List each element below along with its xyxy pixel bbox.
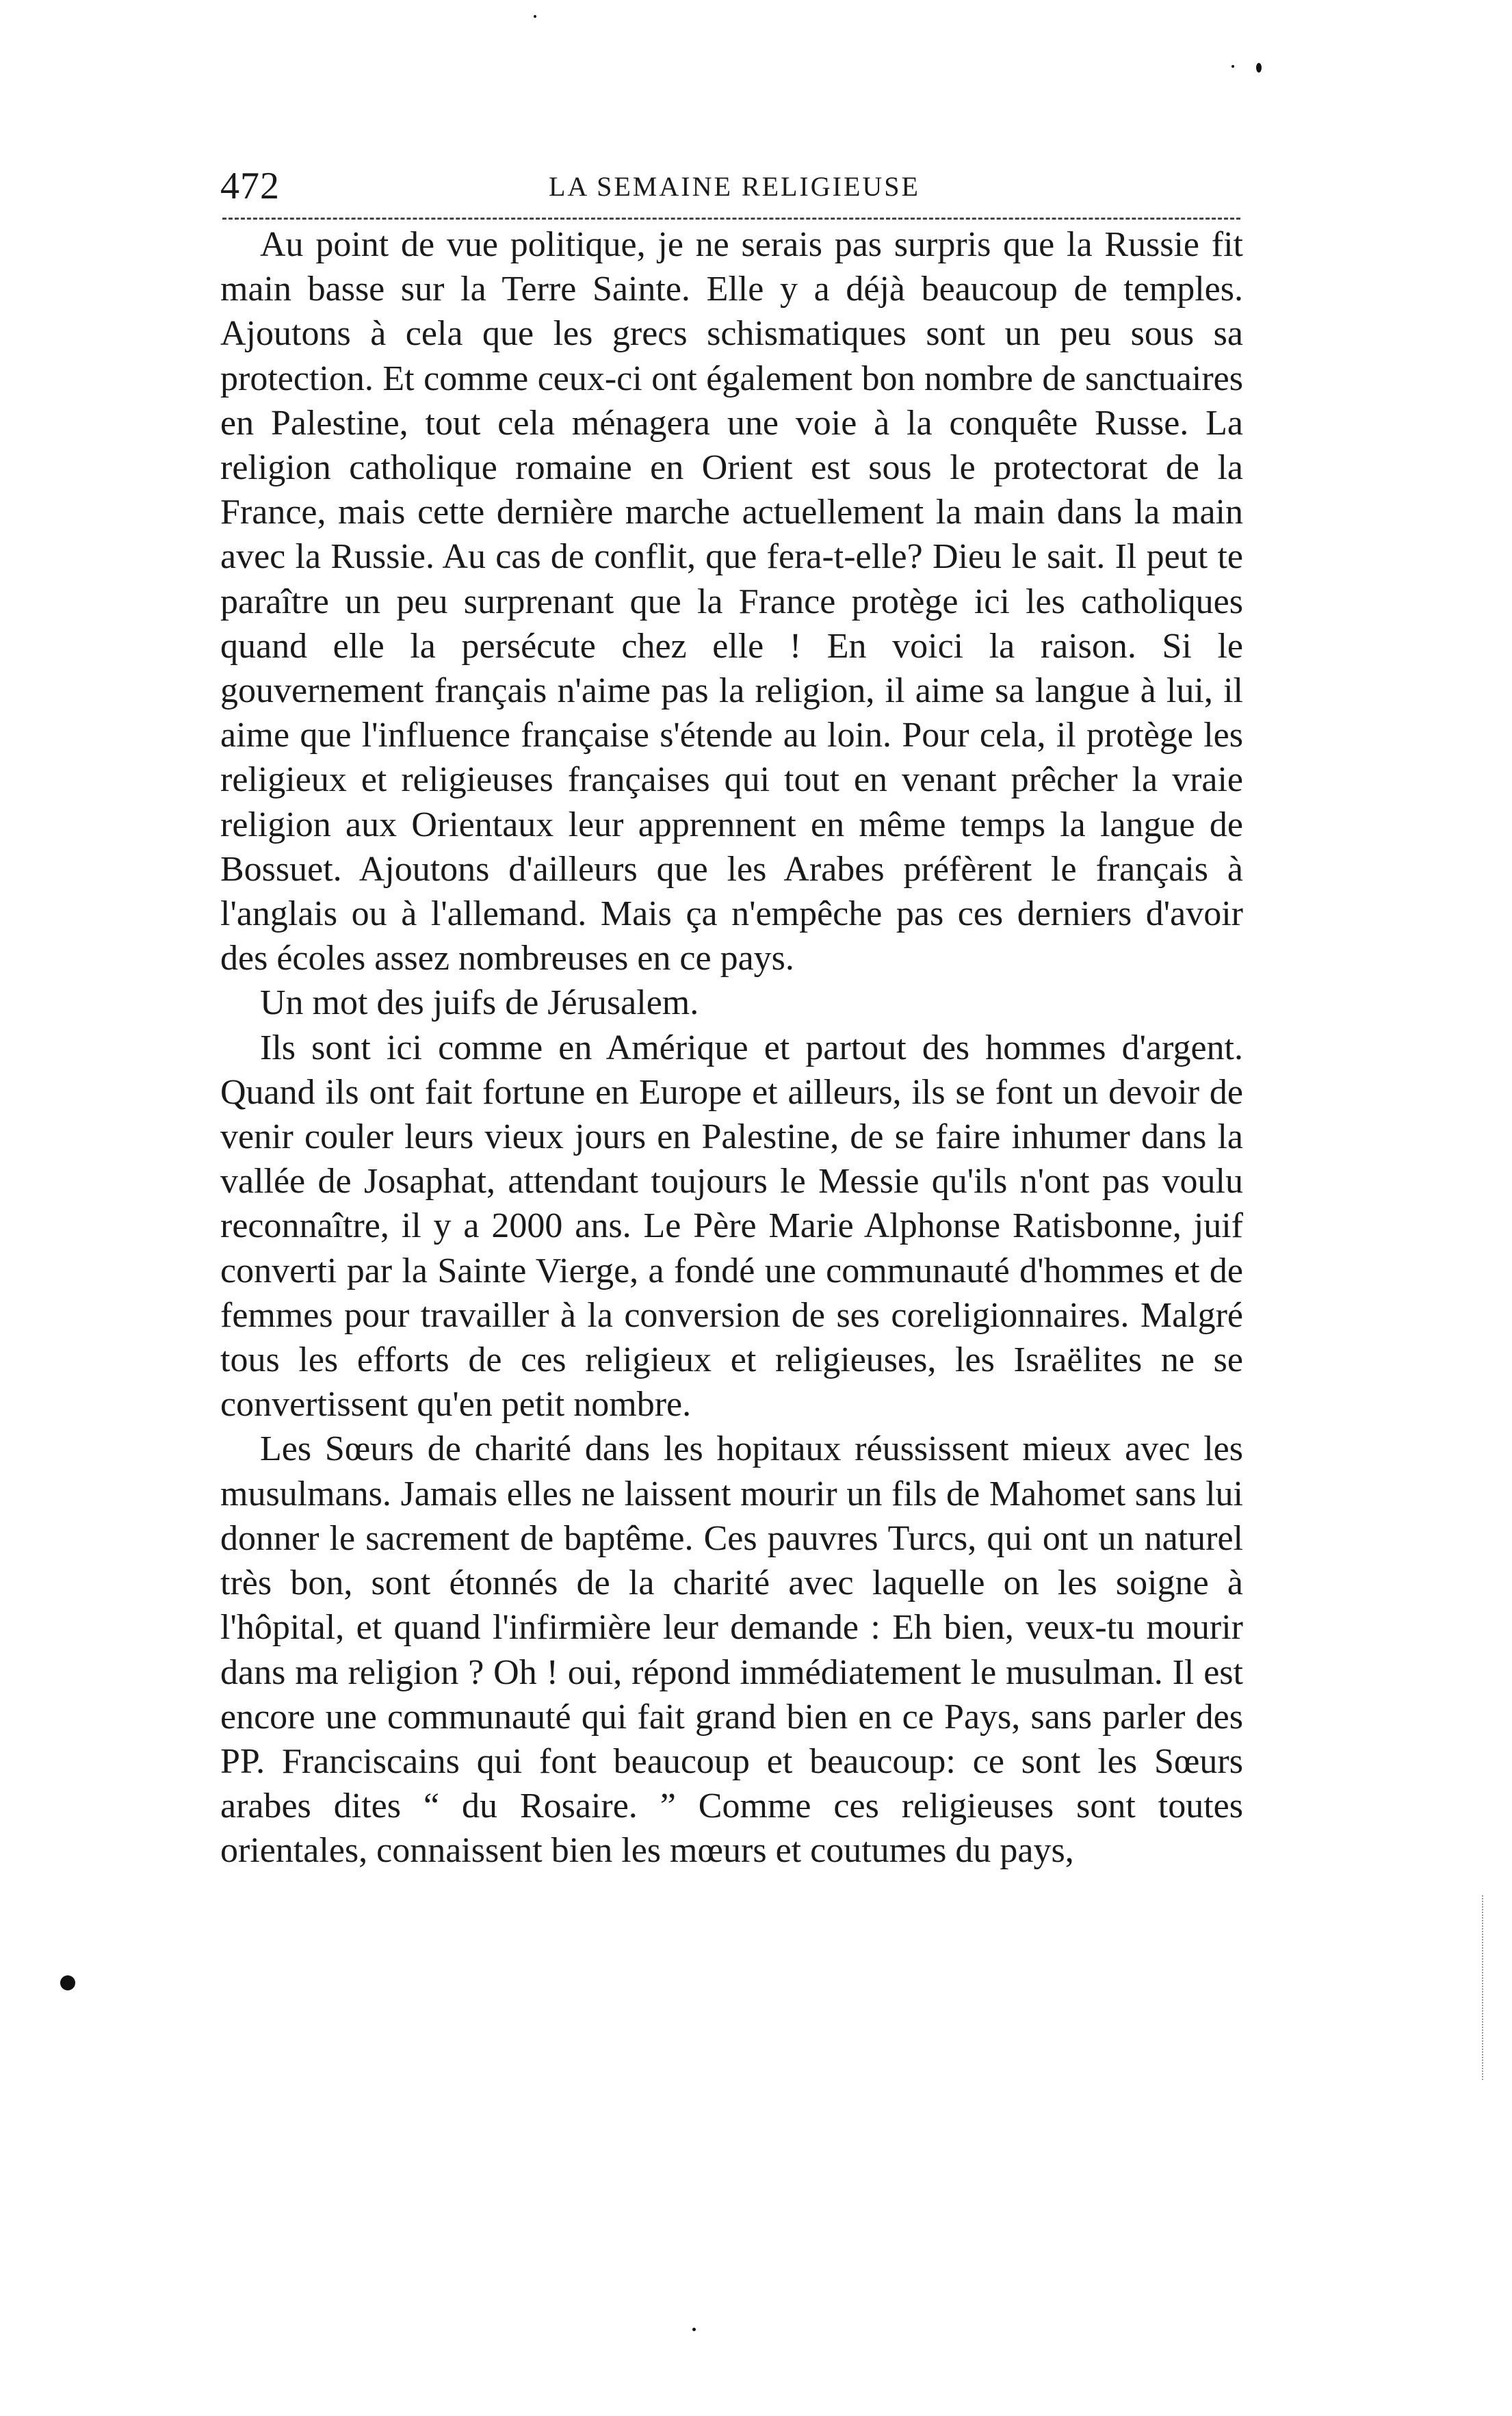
paragraph: Au point de vue politique, je ne serais pas surpris que la Russie fit main basse sur la Terre Sainte. Elle y a déjà beaucoup de temples. Ajoutons à cela que les grecs schismatiques sont un peu sous sa protection. Et comme ceux-ci ont également bon nombre de sanctuaires en Palestine, tout cela ménagera une voie à la conquête Russe. La religion catholique romaine en Orient est sous le protectorat de la France, mais cette dernière marche actuellement la main dans la main avec la Russie. Au cas de conflit, que fera-t-elle? Dieu le sait. Il peut te paraître un peu surprenant que la France protège ici les catholiques quand elle la persécute chez elle ! En voici la raison. Si le gouvernement français n'aime pas la religion, il aime sa langue à lui, il aime que l'influence française s'étende au loin. Pour cela, il protège les religieux et religieuses françaises qui tout en venant prêcher la vraie religion aux Orientaux leur apprennent en même temps la langue de Bossuet. Ajoutons d'ailleurs que les Arabes préfèrent le français à l'anglais ou à l'allemand. Mais ça n'empêche pas ces derniers d'avoir des écoles assez nombreuses en ce pays. <box>220 225 1243 978</box>
paragraph: Ils sont ici comme en Amérique et partout des hommes d'argent. Quand ils ont fait fortune en Europe et ailleurs, ils se font un devoir de venir couler leurs vieux jours en Palestine, de se faire inhumer dans la vallée de Josaphat, attendant toujours le Messie qu'ils n'ont pas voulu reconnaître, il y a 2000 ans. Le Père Marie Alphonse Ratisbonne, juif converti par la Sainte Vierge, a fondé une communauté d'hommes et de femmes pour travailler à la conversion de ses coreligionnaires. Malgré tous les efforts de ces religieux et religieuses, les Israëlites ne se convertissent qu'en petit nombre. <box>220 1028 1243 1425</box>
speck-mark <box>534 15 536 18</box>
speck-mark <box>1231 65 1234 68</box>
speck-mark <box>692 2328 696 2331</box>
paragraph: Les Sœurs de charité dans les hopitaux réussissent mieux avec les musulmans. Jamais elles ne laissent mourir un fils de Mahomet sans lui donner le sacrement de baptême. Ces pauvres Turcs, qui ont un naturel très bon, sont étonnés de la charité avec laquelle on les soigne à l'hôpital, et quand l'infirmière leur demande : Eh bien, veux-tu mourir dans ma religion ? Oh ! oui, répond immédiatement le musulman. Il est encore une communauté qui fait grand bien en ce Pays, sans parler des PP. Franciscains qui font beaucoup et beaucoup: ce sont les Sœurs arabes dites “ du Rosaire. ” Comme ces religieuses sont toutes orientales, connaissent bien les mœurs et coutumes du pays, <box>220 1429 1243 1871</box>
body-text <box>220 222 1243 1873</box>
speck-mark <box>1256 63 1262 73</box>
header-rule <box>222 218 1240 220</box>
margin-ink-blot <box>60 1975 75 1990</box>
page-edge-dots <box>1482 1895 1483 2080</box>
running-head <box>220 159 1247 213</box>
page-number: 472 <box>220 165 280 207</box>
paragraph: Un mot des juifs de Jérusalem. <box>260 983 699 1023</box>
running-title: LA SEMAINE RELIGIEUSE <box>549 171 920 202</box>
